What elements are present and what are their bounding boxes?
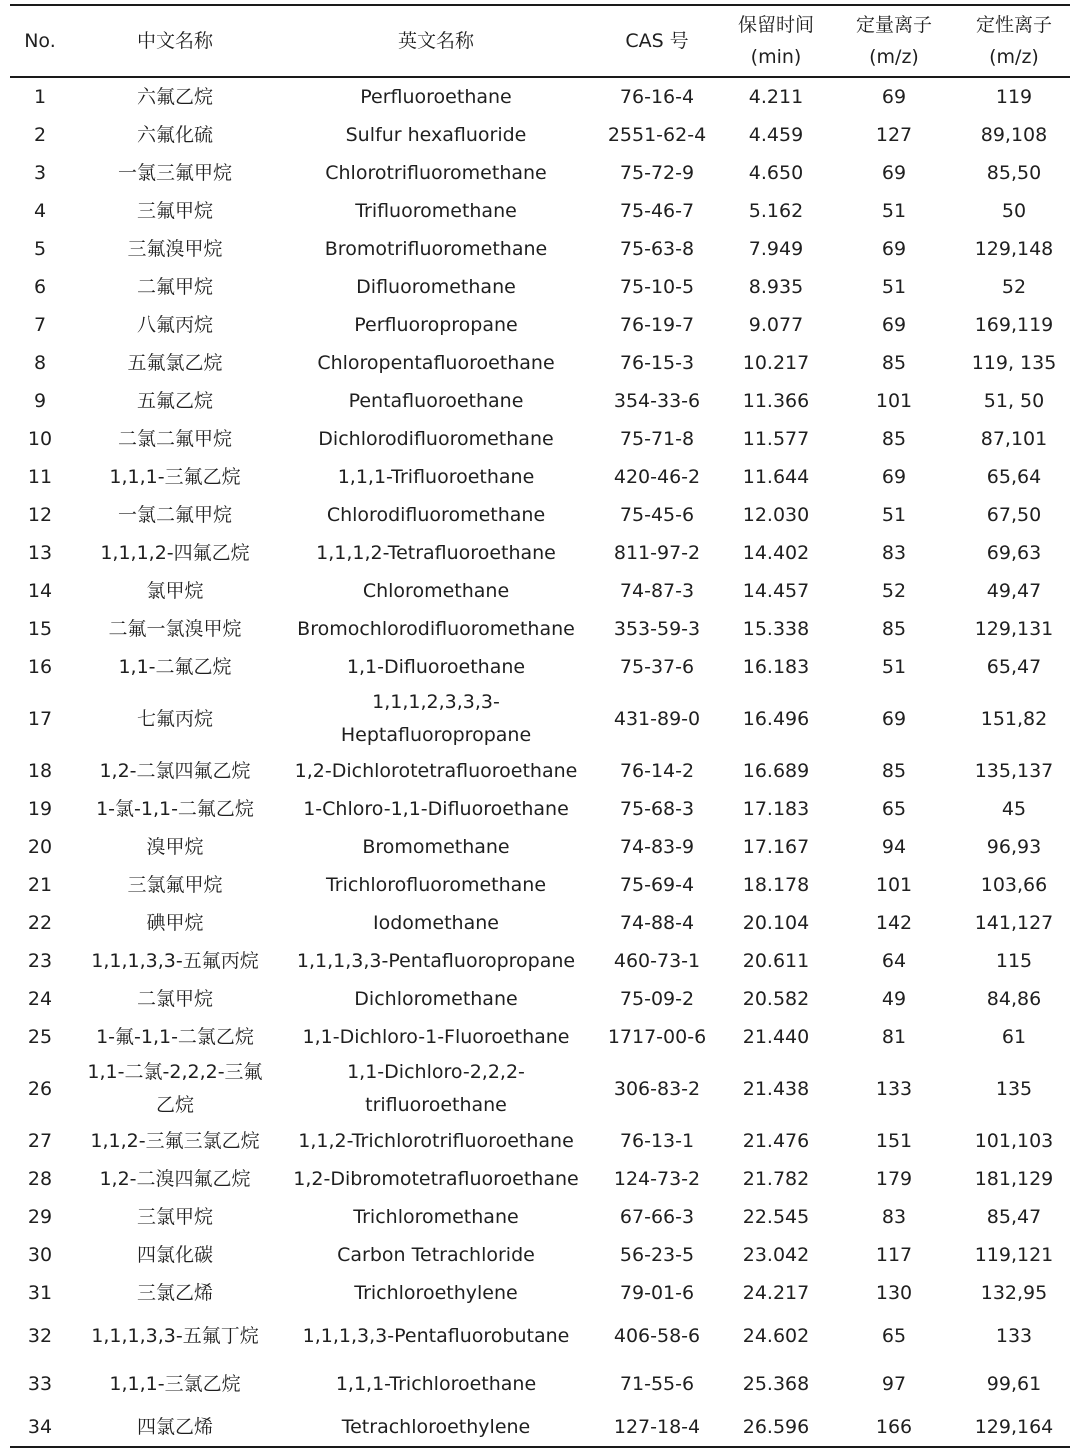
- cell-quant-ion: 85: [881, 617, 907, 640]
- cell-en-name: Carbon Tetrachloride: [337, 1243, 535, 1266]
- cell-quant-ion: 49: [881, 987, 907, 1010]
- cell-en-name: Trichlorofluoromethane: [325, 873, 547, 896]
- cell-qual-ion: 181,129: [974, 1167, 1054, 1190]
- header-rt-line1: 保留时间: [737, 14, 814, 36]
- cell-qual-ion: 129,164: [974, 1415, 1054, 1438]
- cell-quant-ion: 85: [881, 759, 907, 782]
- cell-qual-ion: 151,82: [980, 707, 1048, 730]
- cell-en-name: Chloromethane: [362, 579, 510, 602]
- cell-no: 8: [33, 351, 47, 374]
- cell-retention-time: 20.582: [742, 987, 810, 1010]
- cell-retention-time: 14.402: [742, 541, 810, 564]
- table-row: [10, 192, 1070, 230]
- cell-no: 33: [27, 1372, 53, 1395]
- cell-cn-name: 八氟丙烷: [136, 313, 213, 336]
- cell-quant-ion: 179: [875, 1167, 913, 1190]
- cell-en-name-line2: Heptafluoropropane: [340, 724, 532, 746]
- cell-cn-name: 溴甲烷: [146, 835, 204, 858]
- cell-quant-ion: 69: [881, 465, 907, 488]
- cell-no: 25: [27, 1025, 53, 1048]
- cell-quant-ion: 69: [881, 237, 907, 260]
- cell-en-name: 1,2-Dichlorotetrafluoroethane: [294, 759, 578, 782]
- table-row: [10, 268, 1070, 306]
- table-row: [10, 686, 1070, 752]
- cell-en-name: Difluoromethane: [356, 275, 516, 298]
- table-row: [10, 866, 1070, 904]
- cell-retention-time: 4.650: [748, 161, 804, 184]
- cell-no: 34: [27, 1415, 53, 1438]
- cell-cn-name: 1,1,1,3,3-五氟丙烷: [91, 949, 259, 972]
- table-row: [10, 496, 1070, 534]
- cell-cn-name: 1,1,2-三氟三氯乙烷: [90, 1129, 260, 1152]
- cell-no: 22: [27, 911, 53, 934]
- cell-no: 9: [33, 389, 47, 412]
- table-row: [10, 942, 1070, 980]
- cell-no: 26: [27, 1077, 53, 1100]
- cell-quant-ion: 101: [875, 389, 913, 412]
- header-cas: CAS 号: [625, 30, 689, 52]
- cell-qual-ion: 115: [995, 949, 1033, 972]
- cell-no: 21: [27, 873, 53, 896]
- cell-cn-name: 1-氟-1,1-二氯乙烷: [96, 1025, 254, 1048]
- cell-en-name: Bromotrifluoromethane: [324, 237, 548, 260]
- table-row: [10, 1198, 1070, 1236]
- cell-qual-ion: 119, 135: [971, 351, 1057, 374]
- cell-quant-ion: 51: [881, 503, 907, 526]
- cell-quant-ion: 133: [875, 1077, 913, 1100]
- compound-table: [10, 4, 1070, 1448]
- cell-cas: 75-46-7: [619, 199, 695, 222]
- cell-cas: 75-09-2: [619, 987, 695, 1010]
- table-row: [10, 534, 1070, 572]
- table-row: [10, 610, 1070, 648]
- header-cn-name: 中文名称: [136, 30, 213, 52]
- cell-qual-ion: 141,127: [974, 911, 1054, 934]
- cell-cn-name: 1,1,1-三氟乙烷: [109, 465, 241, 488]
- cell-retention-time: 8.935: [748, 275, 804, 298]
- cell-cn-name: 1,1-二氟乙烷: [118, 655, 232, 678]
- table-row: [10, 1160, 1070, 1198]
- cell-cas: 79-01-6: [619, 1281, 695, 1304]
- cell-retention-time: 21.438: [742, 1077, 810, 1100]
- cell-retention-time: 22.545: [742, 1205, 810, 1228]
- cell-en-name: Perfluoroethane: [360, 85, 512, 108]
- cell-no: 20: [27, 835, 53, 858]
- cell-cas: 460-73-1: [613, 949, 701, 972]
- cell-qual-ion: 135: [995, 1077, 1033, 1100]
- cell-cas: 75-45-6: [619, 503, 695, 526]
- cell-retention-time: 26.596: [742, 1415, 810, 1438]
- cell-quant-ion: 51: [881, 275, 907, 298]
- cell-en-name: 1,1-Dichloro-1-Fluoroethane: [302, 1025, 570, 1048]
- compound-table-container: [10, 4, 1070, 1448]
- cell-retention-time: 20.104: [742, 911, 810, 934]
- header-quant-line1: 定量离子: [855, 14, 932, 36]
- cell-en-name: Sulfur hexafluoride: [345, 123, 527, 146]
- cell-en-name: Trifluoromethane: [355, 199, 517, 222]
- cell-qual-ion: 135,137: [974, 759, 1054, 782]
- table-row: [10, 1274, 1070, 1312]
- cell-no: 28: [27, 1167, 53, 1190]
- table-row: [10, 154, 1070, 192]
- cell-cn-name: 二氟一氯溴甲烷: [108, 617, 242, 640]
- cell-cn-name: 六氟乙烷: [136, 85, 213, 108]
- table-row: [10, 306, 1070, 344]
- cell-cn-name: 1,2-二溴四氟乙烷: [99, 1167, 251, 1190]
- cell-cn-name: [70, 1056, 280, 1122]
- cell-en-name: 1,1,1,3,3-Pentafluorobutane: [302, 1324, 570, 1347]
- cell-cn-name: 四氯化碳: [136, 1243, 213, 1266]
- cell-qual-ion: 87,101: [980, 427, 1048, 450]
- cell-cn-name: 1,1,1,2-四氟乙烷: [100, 541, 250, 564]
- cell-en-name: Dichloromethane: [354, 987, 518, 1010]
- cell-en-name: Dichlorodifluoromethane: [318, 427, 554, 450]
- table-header: [10, 5, 1070, 77]
- cell-qual-ion: 65,64: [986, 465, 1042, 488]
- cell-no: 11: [27, 465, 53, 488]
- cell-quant-ion: 117: [875, 1243, 913, 1266]
- header-quant-line2: (m/z): [869, 46, 919, 68]
- cell-retention-time: 12.030: [742, 503, 810, 526]
- cell-cn-name: 六氟化硫: [136, 123, 213, 146]
- cell-quant-ion: 142: [875, 911, 913, 934]
- cell-cn-name: 碘甲烷: [146, 911, 204, 934]
- cell-retention-time: 4.211: [748, 85, 804, 108]
- cell-cas: 56-23-5: [619, 1243, 695, 1266]
- cell-cn-name: 三氯氟甲烷: [127, 873, 223, 896]
- cell-quant-ion: 83: [881, 1205, 907, 1228]
- cell-retention-time: 21.476: [742, 1129, 810, 1152]
- header-retention-time: [722, 5, 830, 77]
- cell-qual-ion: 132,95: [980, 1281, 1048, 1304]
- cell-en-name: Chlorotrifluoromethane: [325, 161, 547, 184]
- cell-quant-ion: 94: [881, 835, 907, 858]
- table-row: [10, 458, 1070, 496]
- cell-quant-ion: 101: [875, 873, 913, 896]
- cell-retention-time: 10.217: [742, 351, 810, 374]
- cell-retention-time: 21.782: [742, 1167, 810, 1190]
- cell-qual-ion: 119,121: [974, 1243, 1054, 1266]
- cell-retention-time: 11.366: [742, 389, 810, 412]
- cell-en-name: Bromochlorodifluoromethane: [297, 617, 575, 640]
- cell-en-name: 1,1,2-Trichlorotrifluoroethane: [298, 1129, 574, 1152]
- cell-cas: 420-46-2: [613, 465, 701, 488]
- cell-no: 19: [27, 797, 53, 820]
- cell-en-name: Pentafluoroethane: [348, 389, 524, 412]
- table-body: [10, 77, 1070, 1447]
- cell-no: 13: [27, 541, 53, 564]
- cell-qual-ion: 99,61: [986, 1372, 1042, 1395]
- cell-qual-ion: 101,103: [974, 1129, 1054, 1152]
- table-row: [10, 344, 1070, 382]
- cell-retention-time: 11.577: [742, 427, 810, 450]
- cell-no: 18: [27, 759, 53, 782]
- cell-en-name: Trichloromethane: [353, 1205, 519, 1228]
- cell-quant-ion: 85: [881, 351, 907, 374]
- cell-qual-ion: 119: [995, 85, 1033, 108]
- cell-no: 30: [27, 1243, 53, 1266]
- cell-qual-ion: 49,47: [986, 579, 1042, 602]
- table-row: [10, 420, 1070, 458]
- cell-cas: 76-15-3: [619, 351, 695, 374]
- table-row: [10, 77, 1070, 116]
- cell-no: 5: [33, 237, 47, 260]
- cell-qual-ion: 129,148: [974, 237, 1054, 260]
- cell-cn-name: 1,1,1,3,3-五氟丁烷: [91, 1324, 259, 1347]
- cell-en-name: [280, 1056, 592, 1122]
- cell-en-name: Trichloroethylene: [354, 1281, 518, 1304]
- cell-qual-ion: 61: [1001, 1025, 1027, 1048]
- header-quant-ion: [830, 5, 958, 77]
- cell-retention-time: 15.338: [742, 617, 810, 640]
- table-row: [10, 1408, 1070, 1447]
- cell-qual-ion: 129,131: [974, 617, 1054, 640]
- cell-quant-ion: 65: [881, 1324, 907, 1347]
- cell-en-name-line2: trifluoroethane: [365, 1094, 507, 1116]
- cell-no: 12: [27, 503, 53, 526]
- cell-quant-ion: 81: [881, 1025, 907, 1048]
- cell-quant-ion: 127: [875, 123, 913, 146]
- cell-en-name: Bromomethane: [362, 835, 510, 858]
- cell-en-name: 1,1,1,3,3-Pentafluoropropane: [296, 949, 576, 972]
- cell-cn-name: 三氯甲烷: [136, 1205, 213, 1228]
- header-en-name: 英文名称: [397, 30, 474, 52]
- header-rt-line2: (min): [750, 46, 802, 68]
- cell-retention-time: 9.077: [748, 313, 804, 336]
- cell-en-name: 1-Chloro-1,1-Difluoroethane: [303, 797, 569, 820]
- cell-cas: 431-89-0: [613, 707, 701, 730]
- cell-qual-ion: 50: [1001, 199, 1027, 222]
- cell-cas: 67-66-3: [619, 1205, 695, 1228]
- cell-cn-name: 三氟溴甲烷: [127, 237, 223, 260]
- cell-quant-ion: 83: [881, 541, 907, 564]
- cell-cn-name: 三氯乙烯: [136, 1281, 213, 1304]
- cell-cn-name: 1-氯-1,1-二氟乙烷: [96, 797, 254, 820]
- cell-cn-name: 七氟丙烷: [136, 707, 213, 730]
- cell-cas: 353-59-3: [613, 617, 701, 640]
- cell-cn-name: 五氟乙烷: [136, 389, 213, 412]
- cell-cas: 74-87-3: [619, 579, 695, 602]
- cell-cas: 74-83-9: [619, 835, 695, 858]
- cell-qual-ion: 89,108: [980, 123, 1048, 146]
- cell-retention-time: 16.689: [742, 759, 810, 782]
- cell-en-name-line1: 1,1-Dichloro-2,2,2-: [347, 1061, 525, 1083]
- cell-retention-time: 17.167: [742, 835, 810, 858]
- cell-quant-ion: 166: [875, 1415, 913, 1438]
- cell-en-name: Chlorodifluoromethane: [326, 503, 546, 526]
- cell-no: 6: [33, 275, 47, 298]
- cell-qual-ion: 133: [995, 1324, 1033, 1347]
- cell-qual-ion: 84,86: [986, 987, 1042, 1010]
- cell-cn-name: 一氯三氟甲烷: [117, 161, 232, 184]
- table-row: [10, 1236, 1070, 1274]
- cell-cas: 76-13-1: [619, 1129, 695, 1152]
- table-row: [10, 648, 1070, 686]
- cell-retention-time: 21.440: [742, 1025, 810, 1048]
- cell-en-name: Chloropentafluoroethane: [317, 351, 555, 374]
- cell-retention-time: 24.217: [742, 1281, 810, 1304]
- cell-cas: 75-69-4: [619, 873, 695, 896]
- table-row: [10, 230, 1070, 268]
- cell-quant-ion: 69: [881, 313, 907, 336]
- table-row: [10, 752, 1070, 790]
- header-no: No.: [24, 30, 56, 52]
- cell-cn-name: 三氟甲烷: [136, 199, 213, 222]
- cell-no: 15: [27, 617, 53, 640]
- cell-cas: 127-18-4: [613, 1415, 701, 1438]
- cell-no: 16: [27, 655, 53, 678]
- table-row: [10, 1122, 1070, 1160]
- cell-retention-time: 20.611: [742, 949, 810, 972]
- cell-retention-time: 23.042: [742, 1243, 810, 1266]
- cell-quant-ion: 69: [881, 161, 907, 184]
- cell-cas: 74-88-4: [619, 911, 695, 934]
- cell-cas: 75-63-8: [619, 237, 695, 260]
- cell-en-name: Iodomethane: [373, 911, 499, 934]
- cell-cn-name: 二氟甲烷: [136, 275, 213, 298]
- cell-qual-ion: 52: [1001, 275, 1027, 298]
- cell-en-name: Perfluoropropane: [354, 313, 518, 336]
- cell-no: 2: [33, 123, 47, 146]
- cell-retention-time: 24.602: [742, 1324, 810, 1347]
- cell-cn-name: 二氯甲烷: [136, 987, 213, 1010]
- cell-no: 32: [27, 1324, 53, 1347]
- cell-no: 24: [27, 987, 53, 1010]
- table-row: [10, 1360, 1070, 1408]
- cell-qual-ion: 85,50: [986, 161, 1042, 184]
- cell-quant-ion: 85: [881, 427, 907, 450]
- cell-cn-name-line2: 乙烷: [155, 1094, 194, 1116]
- table-row: [10, 382, 1070, 420]
- cell-retention-time: 17.183: [742, 797, 810, 820]
- table-row: [10, 904, 1070, 942]
- cell-cas: 354-33-6: [613, 389, 701, 412]
- cell-en-name: 1,1,1-Trifluoroethane: [337, 465, 535, 488]
- cell-cn-name: 五氟氯乙烷: [127, 351, 223, 374]
- cell-no: 23: [27, 949, 53, 972]
- cell-cas: 75-10-5: [619, 275, 695, 298]
- cell-no: 31: [27, 1281, 53, 1304]
- table-row: [10, 980, 1070, 1018]
- cell-retention-time: 14.457: [742, 579, 810, 602]
- cell-no: 7: [33, 313, 47, 336]
- cell-cas: 124-73-2: [613, 1167, 701, 1190]
- cell-cn-name-line1: 1,1-二氯-2,2,2-三氟: [87, 1061, 263, 1083]
- cell-quant-ion: 65: [881, 797, 907, 820]
- cell-cn-name: 1,1,1-三氯乙烷: [109, 1372, 241, 1395]
- cell-qual-ion: 51, 50: [983, 389, 1045, 412]
- table-row: [10, 1056, 1070, 1122]
- cell-cn-name: 一氯二氟甲烷: [117, 503, 232, 526]
- cell-cn-name: 二氯二氟甲烷: [117, 427, 232, 450]
- cell-quant-ion: 51: [881, 199, 907, 222]
- cell-cas: 71-55-6: [619, 1372, 695, 1395]
- cell-cn-name: 四氯乙烯: [136, 1415, 213, 1438]
- cell-cn-name: 1,2-二氯四氟乙烷: [99, 759, 251, 782]
- cell-en-name: 1,1-Difluoroethane: [346, 655, 526, 678]
- header-qual-line2: (m/z): [989, 46, 1039, 68]
- cell-cas: 75-68-3: [619, 797, 695, 820]
- header-qual-line1: 定性离子: [975, 14, 1052, 36]
- cell-quant-ion: 130: [875, 1281, 913, 1304]
- cell-retention-time: 18.178: [742, 873, 810, 896]
- cell-cas: 75-72-9: [619, 161, 695, 184]
- cell-cas: 811-97-2: [613, 541, 701, 564]
- cell-qual-ion: 96,93: [986, 835, 1042, 858]
- cell-cas: 1717-00-6: [607, 1025, 707, 1048]
- cell-qual-ion: 65,47: [986, 655, 1042, 678]
- cell-en-name: 1,1,1,2-Tetrafluoroethane: [316, 541, 556, 564]
- cell-no: 4: [33, 199, 47, 222]
- cell-en-name: 1,2-Dibromotetrafluoroethane: [293, 1167, 579, 1190]
- cell-no: 10: [27, 427, 53, 450]
- cell-no: 1: [33, 85, 47, 108]
- cell-retention-time: 4.459: [748, 123, 804, 146]
- table-row: [10, 572, 1070, 610]
- cell-cas: 2551-62-4: [607, 123, 707, 146]
- table-row: [10, 116, 1070, 154]
- cell-qual-ion: 85,47: [986, 1205, 1042, 1228]
- table-row: [10, 790, 1070, 828]
- cell-qual-ion: 67,50: [986, 503, 1042, 526]
- cell-retention-time: 7.949: [748, 237, 804, 260]
- cell-cas: 76-14-2: [619, 759, 695, 782]
- cell-retention-time: 16.496: [742, 707, 810, 730]
- cell-no: 3: [33, 161, 47, 184]
- cell-quant-ion: 52: [881, 579, 907, 602]
- cell-cn-name: 氯甲烷: [146, 579, 204, 602]
- cell-quant-ion: 69: [881, 85, 907, 108]
- cell-qual-ion: 45: [1001, 797, 1027, 820]
- cell-cas: 75-37-6: [619, 655, 695, 678]
- header-row: [10, 5, 1070, 77]
- cell-quant-ion: 51: [881, 655, 907, 678]
- header-qual-ion: [958, 5, 1070, 77]
- cell-quant-ion: 69: [881, 707, 907, 730]
- cell-cas: 75-71-8: [619, 427, 695, 450]
- table-row: [10, 1312, 1070, 1360]
- cell-retention-time: 16.183: [742, 655, 810, 678]
- cell-en-name: [280, 686, 592, 752]
- cell-cas: 306-83-2: [613, 1077, 701, 1100]
- cell-en-name: 1,1,1-Trichloroethane: [335, 1372, 537, 1395]
- cell-no: 27: [27, 1129, 53, 1152]
- cell-no: 17: [27, 707, 53, 730]
- cell-en-name: Tetrachloroethylene: [341, 1415, 531, 1438]
- table-row: [10, 828, 1070, 866]
- cell-qual-ion: 103,66: [980, 873, 1048, 896]
- cell-cas: 76-16-4: [619, 85, 695, 108]
- cell-qual-ion: 169,119: [974, 313, 1054, 336]
- cell-qual-ion: 69,63: [986, 541, 1042, 564]
- cell-quant-ion: 97: [881, 1372, 907, 1395]
- cell-quant-ion: 64: [881, 949, 907, 972]
- cell-cas: 76-19-7: [619, 313, 695, 336]
- cell-retention-time: 25.368: [742, 1372, 810, 1395]
- cell-en-name-line1: 1,1,1,2,3,3,3-: [372, 691, 500, 713]
- table-row: [10, 1018, 1070, 1056]
- cell-retention-time: 5.162: [748, 199, 804, 222]
- cell-cas: 406-58-6: [613, 1324, 701, 1347]
- cell-quant-ion: 151: [875, 1129, 913, 1152]
- cell-retention-time: 11.644: [742, 465, 810, 488]
- cell-no: 29: [27, 1205, 53, 1228]
- cell-no: 14: [27, 579, 53, 602]
